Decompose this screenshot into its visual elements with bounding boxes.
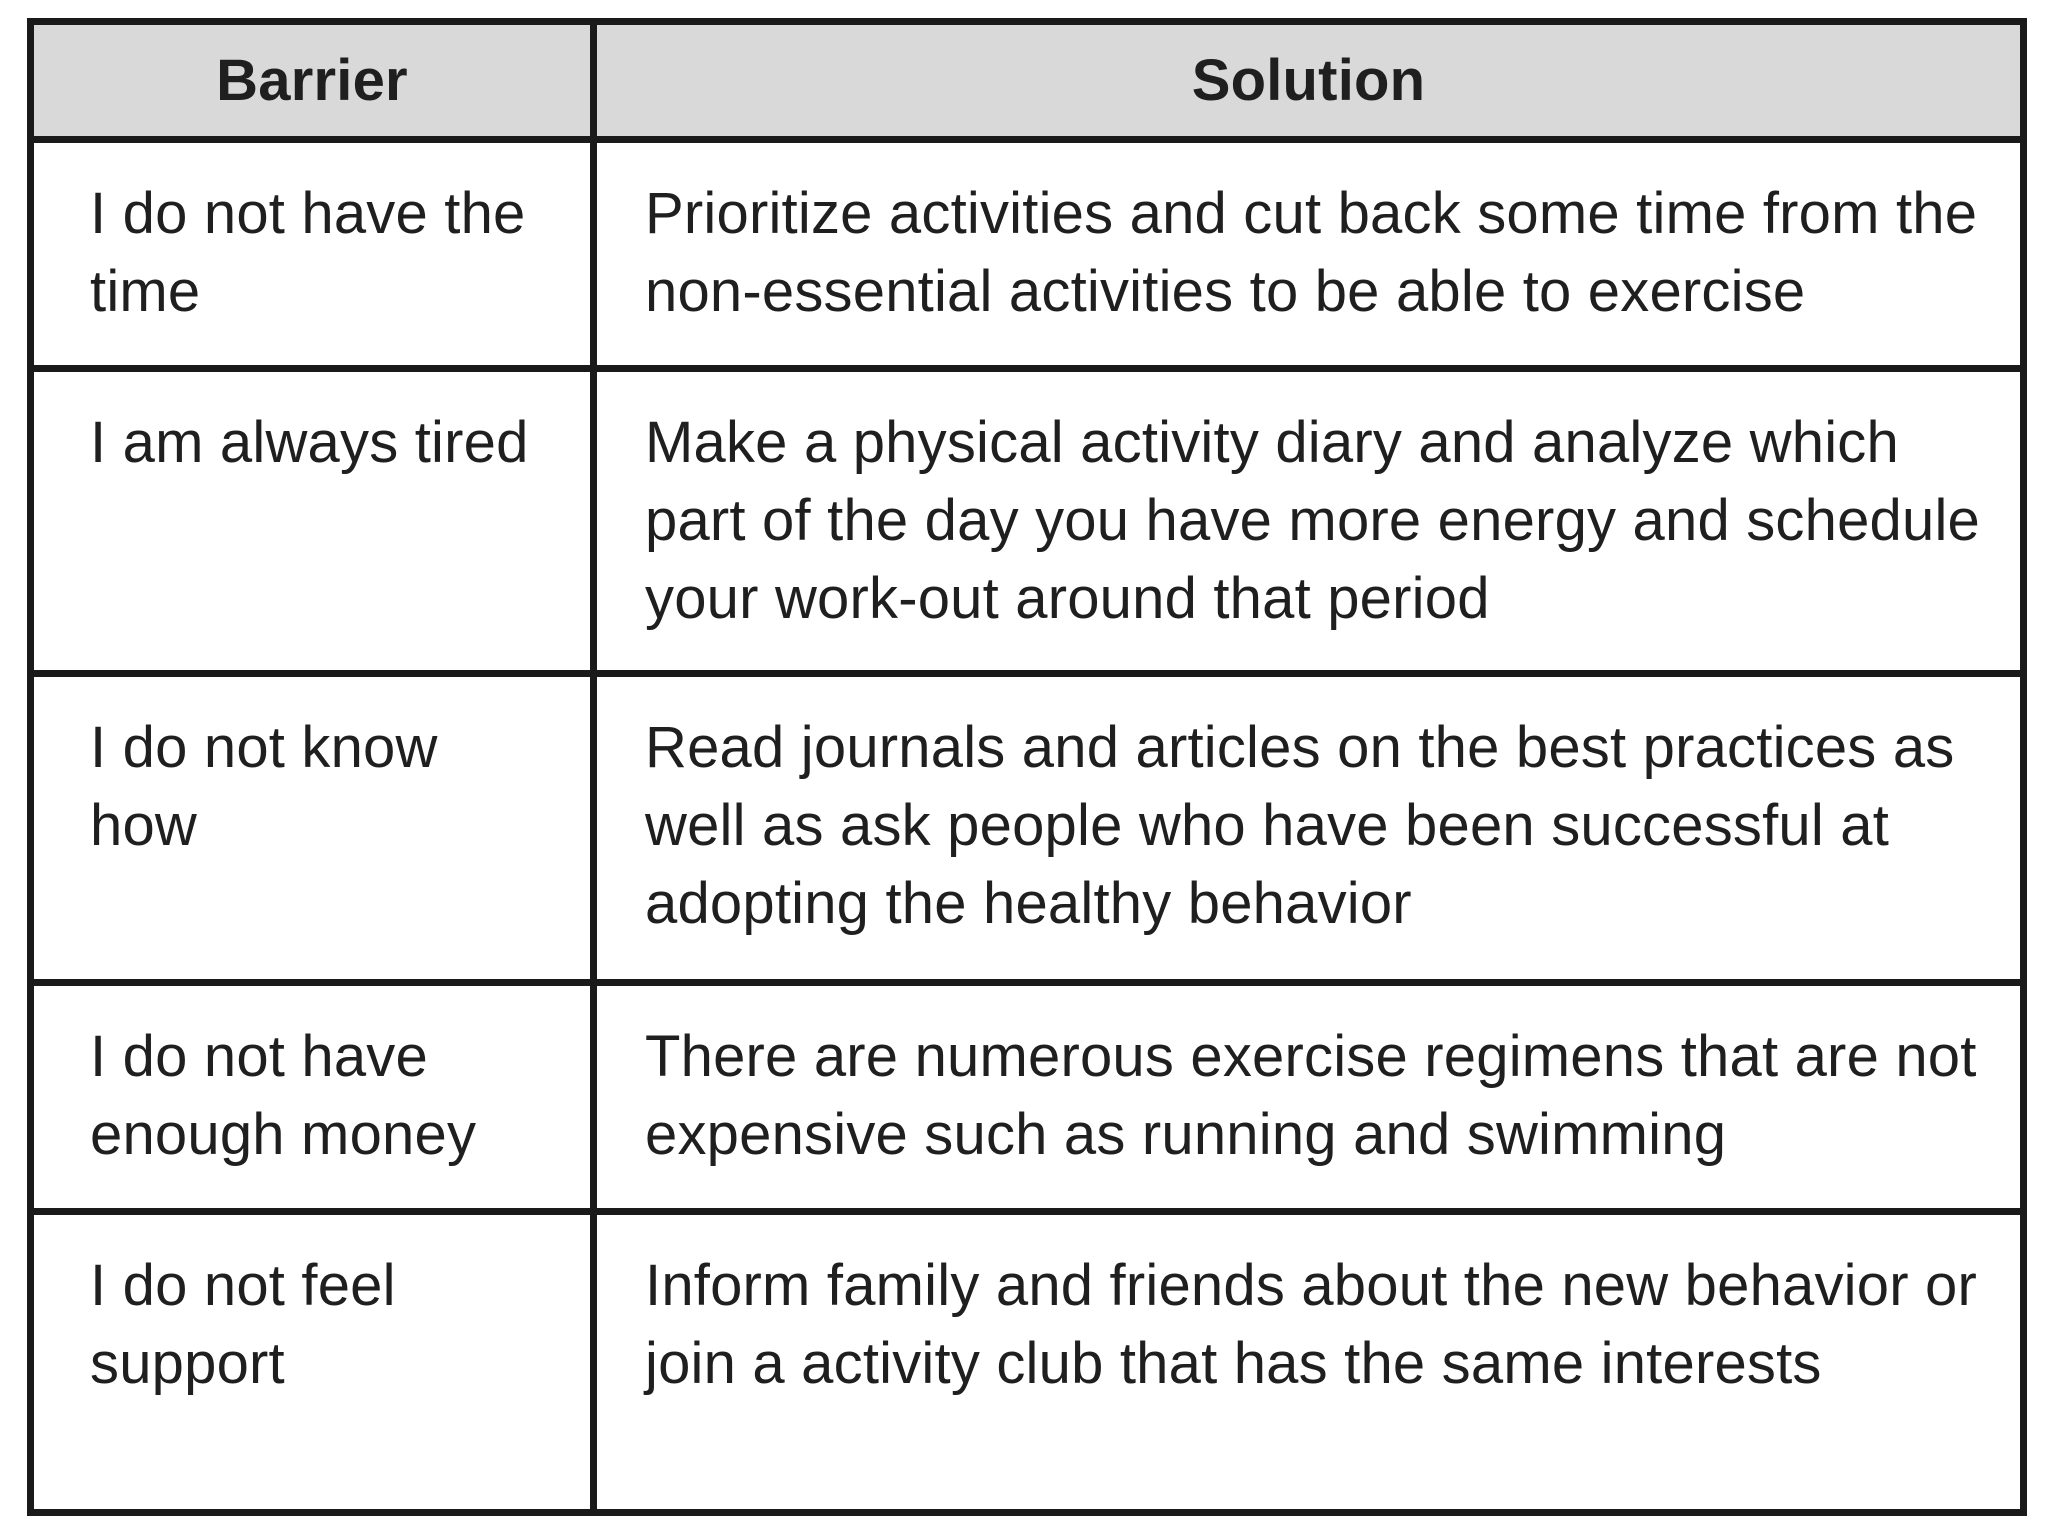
barrier-cell: I do not know how (31, 674, 594, 983)
solution-cell: Inform family and friends about the new behavior or join a activity club that has the same interests (594, 1212, 2024, 1513)
table-row (31, 674, 2024, 983)
barrier-cell: I am always tired (31, 369, 594, 674)
barrier-cell: I do not have the time (31, 140, 594, 369)
header-row (31, 22, 2024, 140)
solution-cell: Make a physical activity diary and analyze which part of the day you have more energy and schedule your work-out around that period (594, 369, 2024, 674)
table-row (31, 140, 2024, 369)
solution-cell: There are numerous exercise regimens that are not expensive such as running and swimming (594, 983, 2024, 1212)
barrier-solution-table (27, 18, 2027, 1516)
header-solution: Solution (594, 22, 2024, 140)
table-row (31, 369, 2024, 674)
table-row (31, 1212, 2024, 1513)
solution-cell: Prioritize activities and cut back some time from the non-essential activities to be able to exercise (594, 140, 2024, 369)
header-barrier: Barrier (31, 22, 594, 140)
solution-cell: Read journals and articles on the best practices as well as ask people who have been successful at adopting the healthy behavior (594, 674, 2024, 983)
barrier-cell: I do not feel support (31, 1212, 594, 1513)
table-body (31, 140, 2024, 1513)
table-row (31, 983, 2024, 1212)
barrier-cell: I do not have enough money (31, 983, 594, 1212)
table-header (31, 22, 2024, 140)
